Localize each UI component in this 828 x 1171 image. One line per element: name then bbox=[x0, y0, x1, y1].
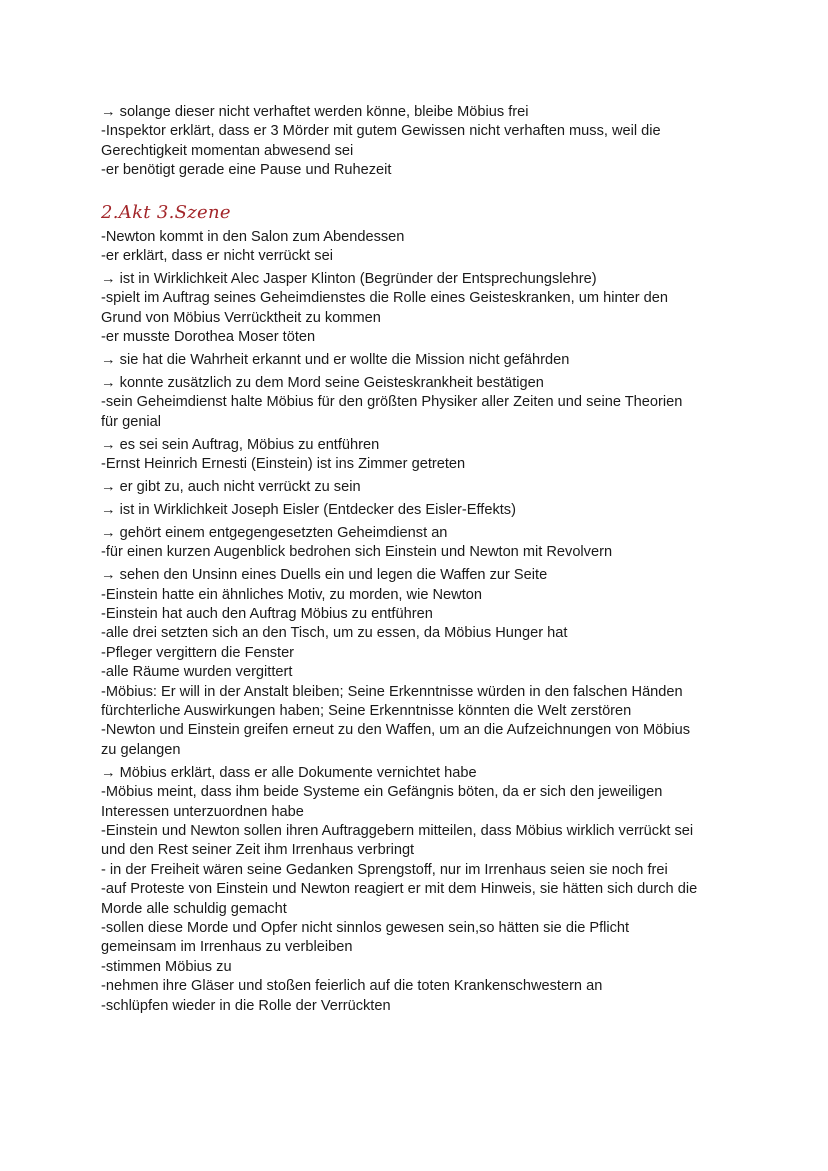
text-line: → ist in Wirklichkeit Joseph Eisler (Entdecker des Eisler-Effekts) bbox=[101, 501, 516, 518]
text-line: zu gelangen bbox=[101, 741, 181, 758]
text-line: fürchterliche Auswirkungen haben; Seine Erkenntnisse könnten die Welt zerstören bbox=[101, 702, 632, 719]
text-line: -spielt im Auftrag seines Geheimdienstes die Rolle eines Geisteskranken, um hinter den bbox=[101, 290, 669, 307]
text-line: → sehen den Unsinn eines Duells ein und legen die Waffen zur Seite bbox=[101, 567, 548, 584]
text-line: - in der Freiheit wären seine Gedanken Sprengstoff, nur im Irrenhaus seien sie noch frei bbox=[101, 861, 668, 878]
intro-block bbox=[101, 103, 788, 181]
text-line: -schlüpfen wieder in die Rolle der Verrückten bbox=[101, 997, 391, 1014]
text-line: Grund von Möbius Verrücktheit zu kommen bbox=[101, 309, 381, 326]
text-line: -er musste Dorothea Moser töten bbox=[101, 329, 316, 346]
text-line: → er gibt zu, auch nicht verrückt zu sein bbox=[101, 479, 361, 495]
text-line: -er erklärt, dass er nicht verrückt sei bbox=[101, 248, 333, 265]
text-line: und den Rest seiner Zeit ihm Irrenhaus verbringt bbox=[101, 842, 415, 859]
text-line: → gehört einem entgegengesetzten Geheimdienst an bbox=[101, 524, 448, 541]
text-line: -stimmen Möbius zu bbox=[101, 958, 232, 975]
text-line: Gerechtigkeit momentan abwesend sei bbox=[101, 142, 354, 159]
text-line: -nehmen ihre Gläser und stoßen feierlich auf die toten Krankenschwestern an bbox=[101, 978, 603, 995]
section-heading: 2.Akt 3.Szene bbox=[101, 201, 231, 223]
text-line: -alle drei setzten sich an den Tisch, um zu essen, da Möbius Hunger hat bbox=[101, 625, 568, 642]
text-line: -Einstein hat auch den Auftrag Möbius zu entführen bbox=[101, 605, 433, 622]
text-line: → ist in Wirklichkeit Alec Jasper Klinton (Begründer der Entsprechungslehre) bbox=[101, 270, 597, 287]
text-line: -er benötigt gerade eine Pause und Ruhezeit bbox=[101, 162, 392, 179]
text-line: -Einstein und Newton sollen ihren Auftraggebern mitteilen, dass Möbius wirklich verrückt sei bbox=[101, 822, 694, 839]
text-line: -Einstein hatte ein ähnliches Motiv, zu morden, wie Newton bbox=[101, 586, 482, 603]
text-line: → sie hat die Wahrheit erkannt und er wollte die Mission nicht gefährden bbox=[101, 352, 570, 369]
text-line: -Ernst Heinrich Ernesti (Einstein) ist ins Zimmer getreten bbox=[101, 456, 466, 473]
scene-summary bbox=[101, 228, 788, 1016]
text-line: -sollen diese Morde und Opfer nicht sinnlos gewesen sein,so hätten sie die Pflicht bbox=[101, 919, 630, 936]
text-line: -Möbius: Er will in der Anstalt bleiben; Seine Erkenntnisse würden in den falschen Händen bbox=[101, 683, 683, 700]
text-line: für genial bbox=[101, 413, 162, 430]
text-line: -Pfleger vergittern die Fenster bbox=[101, 644, 295, 661]
text-line: → es sei sein Auftrag, Möbius zu entführen bbox=[101, 436, 380, 453]
text-line: -für einen kurzen Augenblick bedrohen sich Einstein und Newton mit Revolvern bbox=[101, 544, 613, 561]
text-line: -Möbius meint, dass ihm beide Systeme ein Gefängnis böten, da er sich den jeweiligen bbox=[101, 784, 663, 801]
text-line: gemeinsam im Irrenhaus zu verbleiben bbox=[101, 939, 353, 956]
text-line: -Inspektor erklärt, dass er 3 Mörder mit gutem Gewissen nicht verhaften muss, weil die bbox=[101, 123, 661, 140]
text-line: Interessen unterzuordnen habe bbox=[101, 803, 304, 820]
text-line: → konnte zusätzlich zu dem Mord seine Geisteskrankheit bestätigen bbox=[101, 374, 544, 391]
text-line: -Newton und Einstein greifen erneut zu den Waffen, um an die Aufzeichnungen von Möbius bbox=[101, 722, 690, 739]
text-line: → solange dieser nicht verhaftet werden könne, bleibe Möbius frei bbox=[101, 104, 529, 120]
text-line: -sein Geheimdienst halte Möbius für den größten Physiker aller Zeiten und seine Theorien bbox=[101, 394, 683, 411]
text-line: → Möbius erklärt, dass er alle Dokumente vernichtet habe bbox=[101, 764, 477, 781]
text-line: -auf Proteste von Einstein und Newton reagiert er mit dem Hinweis, sie hätten sich durch die bbox=[101, 881, 698, 898]
text-line: -alle Räume wurden vergittert bbox=[101, 664, 293, 681]
text-line: Morde alle schuldig gemacht bbox=[101, 900, 287, 917]
text-line: -Newton kommt in den Salon zum Abendessen bbox=[101, 228, 405, 245]
